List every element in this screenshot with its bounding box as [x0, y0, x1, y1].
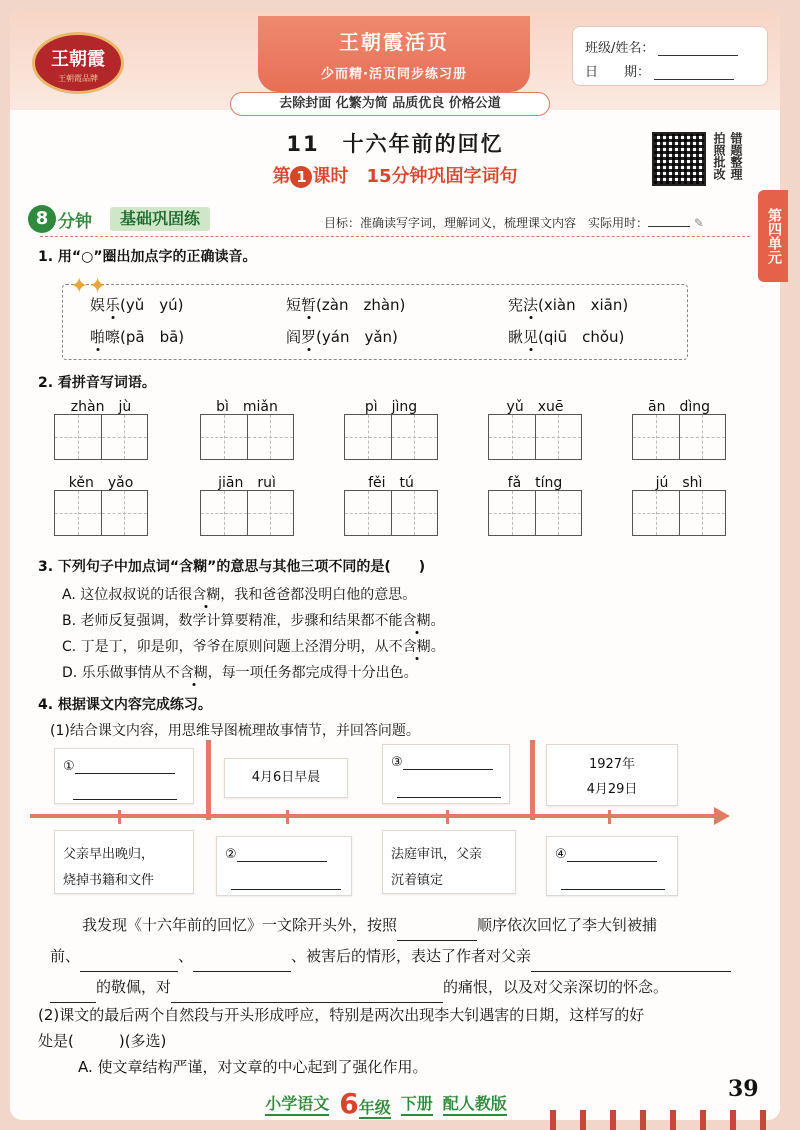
para-text: 的痛恨，以及对父亲深切的怀念。 — [443, 978, 669, 996]
timeline-text: 法庭审讯，父亲 — [391, 847, 483, 862]
brand-logo — [32, 32, 124, 94]
footer-term: 下册 — [401, 1091, 433, 1116]
section-divider — [40, 236, 750, 237]
qr-code-icon[interactable] — [652, 132, 706, 186]
answer-blank[interactable] — [397, 927, 477, 941]
time-used-field[interactable] — [648, 215, 690, 227]
q1-item[interactable]: 啪嚓(pā bā) — [90, 328, 185, 346]
para-text: 、 — [178, 947, 194, 965]
q2-pinyin: kěn yǎo — [68, 475, 134, 491]
writing-grid[interactable] — [632, 414, 726, 460]
q2-pinyin: pì jìng — [364, 399, 418, 415]
answer-blank[interactable] — [567, 848, 657, 862]
q2-pinyin: yǔ xuē — [506, 399, 564, 415]
q2-pinyin: bì miǎn — [216, 399, 278, 415]
lesson-title: 11 十六年前的回忆 — [286, 132, 504, 156]
answer-blank[interactable] — [403, 756, 493, 770]
timeline-label: ① — [63, 759, 75, 774]
q4-sub1: (1)结合课文内容，用思维导图梳理故事情节，并回答问题。 — [50, 723, 420, 739]
subtitle-pre: 第 — [272, 166, 291, 187]
para-text: 的敬佩，对 — [96, 978, 172, 996]
timeline-box-4 — [546, 744, 678, 806]
timeline-box-2: 4月6日早晨 — [224, 758, 348, 798]
q4-sub2-line1: (2)课文的最后两个自然段与开头形成呼应，特别是两次出现李大钊遇害的日期，这样写的好 — [38, 1006, 645, 1024]
timeline-box-6 — [216, 836, 352, 896]
timeline-box-7 — [382, 830, 516, 894]
qr-labels — [712, 132, 752, 180]
timeline-tick — [118, 810, 121, 824]
q1-item[interactable]: 瞅见(qiū chǒu) — [508, 328, 625, 346]
timeline-label: ④ — [555, 847, 567, 862]
timeline-box-5 — [54, 830, 194, 894]
q1-item[interactable]: 宪法(xiàn xiān) — [508, 296, 629, 314]
star-icon: ✦✦ — [70, 274, 107, 299]
writing-grid[interactable] — [344, 490, 438, 536]
subtitle-post: 课时 15分钟巩固字词句 — [312, 166, 518, 187]
answer-blank[interactable] — [193, 958, 291, 972]
timeline-date: 4月29日 — [586, 782, 638, 797]
q4-sub2-option-a[interactable]: A. 使文章结构严谨，对文章的中心起到了强化作用。 — [78, 1058, 428, 1076]
timeline-arrow-icon — [714, 807, 730, 825]
footer-bar — [236, 1086, 536, 1120]
writing-grid[interactable] — [632, 490, 726, 536]
lesson-number-badge: 1 — [290, 166, 312, 188]
answer-blank[interactable] — [231, 876, 341, 890]
q1-item[interactable]: 阎罗(yán yǎn) — [286, 328, 398, 346]
q1-item[interactable]: 短暂(zàn zhàn) — [286, 296, 406, 314]
q2-pinyin: zhàn jù — [70, 399, 132, 415]
qr-label-photo: 拍照批改 — [712, 132, 726, 180]
para-text: 前、 — [50, 947, 81, 965]
section-header — [28, 205, 238, 233]
answer-blank[interactable] — [80, 958, 178, 972]
section-goal — [324, 214, 704, 231]
q2-pinyin: fǎ tíng — [507, 475, 563, 491]
writing-grid[interactable] — [54, 490, 148, 536]
brand-subtitle: 少而精·活页同步练习册 — [321, 67, 467, 82]
q2-pinyin: fěi tú — [368, 475, 414, 491]
timeline-text: 父亲早出晚归， — [63, 847, 155, 862]
q4-sub2-line2: 处是( )(多选) — [38, 1032, 167, 1050]
q3-prompt: 3. 下列句子中加点词“含糊”的意思与其他三项不同的是( ) — [38, 559, 426, 575]
para-text: 我发现《十六年前的回忆》一文除开头外，按照 — [82, 916, 398, 934]
answer-blank[interactable] — [73, 786, 177, 800]
q3-option-c[interactable]: C. 丁是丁，卯是卯，爷爷在原则问题上泾渭分明，从不含糊。 — [62, 639, 445, 655]
writing-grid[interactable] — [488, 490, 582, 536]
q4-sub2 — [38, 1002, 758, 1054]
timeline-label: ② — [225, 847, 237, 862]
q4-paragraph — [50, 910, 750, 1003]
goal-text: 目标：准确读写字词，理解词义，梳理课文内容 实际用时： — [324, 216, 649, 230]
timeline-text: 沉着镇定 — [391, 873, 444, 888]
timeline-box-8 — [546, 836, 678, 896]
class-name-row — [585, 37, 738, 56]
footer-edition: 配人教版 — [443, 1091, 507, 1116]
class-name-label: 班级/姓名： — [585, 41, 655, 56]
timeline-divider — [206, 740, 211, 820]
minutes-badge: 8 — [28, 205, 56, 233]
pencil-icon: ✎ — [693, 216, 704, 230]
q2-pinyin: ān dìng — [648, 399, 710, 415]
answer-blank[interactable] — [561, 876, 665, 890]
worksheet-page — [10, 10, 780, 1120]
writing-grid[interactable] — [200, 490, 294, 536]
timeline-axis — [30, 814, 720, 818]
date-row — [585, 61, 734, 80]
timeline-label: ③ — [391, 755, 403, 770]
timeline-text: 烧掉书籍和文件 — [63, 873, 155, 888]
footer-grade: 6年级 — [339, 1086, 391, 1120]
q2-prompt: 2. 看拼音写词语。 — [38, 375, 156, 391]
section-name: 基础巩固练 — [110, 207, 210, 231]
answer-blank[interactable] — [75, 760, 175, 774]
q1-prompt: 1. 用“○”圈出加点字的正确读音。 — [38, 249, 257, 265]
class-name-field[interactable] — [658, 42, 738, 56]
page-number: 39 — [728, 1076, 759, 1102]
answer-blank[interactable] — [531, 958, 731, 972]
date-field[interactable] — [654, 66, 734, 80]
q2-pinyin: jiān ruì — [218, 475, 276, 491]
slogan: 去除封面 化繁为简 品质优良 价格公道 — [230, 92, 550, 116]
writing-grid[interactable] — [488, 414, 582, 460]
answer-blank[interactable] — [171, 989, 443, 1003]
q4-prompt: 4. 根据课文内容完成练习。 — [38, 697, 212, 713]
decorative-stripes — [550, 1110, 790, 1130]
brand-title: 王朝霞活页 — [339, 30, 449, 54]
date-label: 日 期： — [585, 65, 651, 80]
writing-grid[interactable] — [54, 414, 148, 460]
minutes-label: 分钟 — [58, 212, 92, 232]
timeline-box-3 — [382, 744, 510, 804]
unit-side-tab: 第四单元 — [758, 190, 788, 282]
logo-text: 王朝霞 — [51, 49, 105, 70]
timeline-tick — [286, 810, 289, 824]
timeline-year: 1927年 — [588, 757, 636, 772]
student-info-box — [572, 26, 768, 86]
writing-grid[interactable] — [200, 414, 294, 460]
q3-option-a[interactable]: A. 这位叔叔说的话很含糊，我和爸爸都没明白他的意思。 — [62, 587, 417, 603]
footer-subject: 小学语文 — [265, 1091, 329, 1116]
answer-blank[interactable] — [50, 989, 96, 1003]
qr-label-errors: 错题整理 — [729, 132, 743, 180]
brand-banner — [258, 16, 530, 92]
timeline-box-1 — [54, 748, 194, 804]
q2-pinyin: jú shì — [655, 475, 703, 491]
answer-blank[interactable] — [237, 848, 327, 862]
timeline-tick — [446, 810, 449, 824]
q1-item[interactable]: 娱乐(yǔ yú) — [90, 296, 184, 314]
q3-option-b[interactable]: B. 老师反复强调，数学计算要精准，步骤和结果都不能含糊。 — [62, 613, 445, 629]
writing-grid[interactable] — [344, 414, 438, 460]
timeline-tick — [608, 810, 611, 824]
para-text: 、被害后的情形，表达了作者对父亲 — [291, 947, 532, 965]
timeline-divider — [530, 740, 535, 820]
q3-option-d[interactable]: D. 乐乐做事情从不含糊，每一项任务都完成得十分出色。 — [62, 665, 418, 681]
logo-sub: 王朝霞品牌 — [58, 74, 98, 83]
answer-blank[interactable] — [397, 784, 501, 798]
para-text: 顺序依次回忆了李大钊被捕 — [477, 916, 658, 934]
